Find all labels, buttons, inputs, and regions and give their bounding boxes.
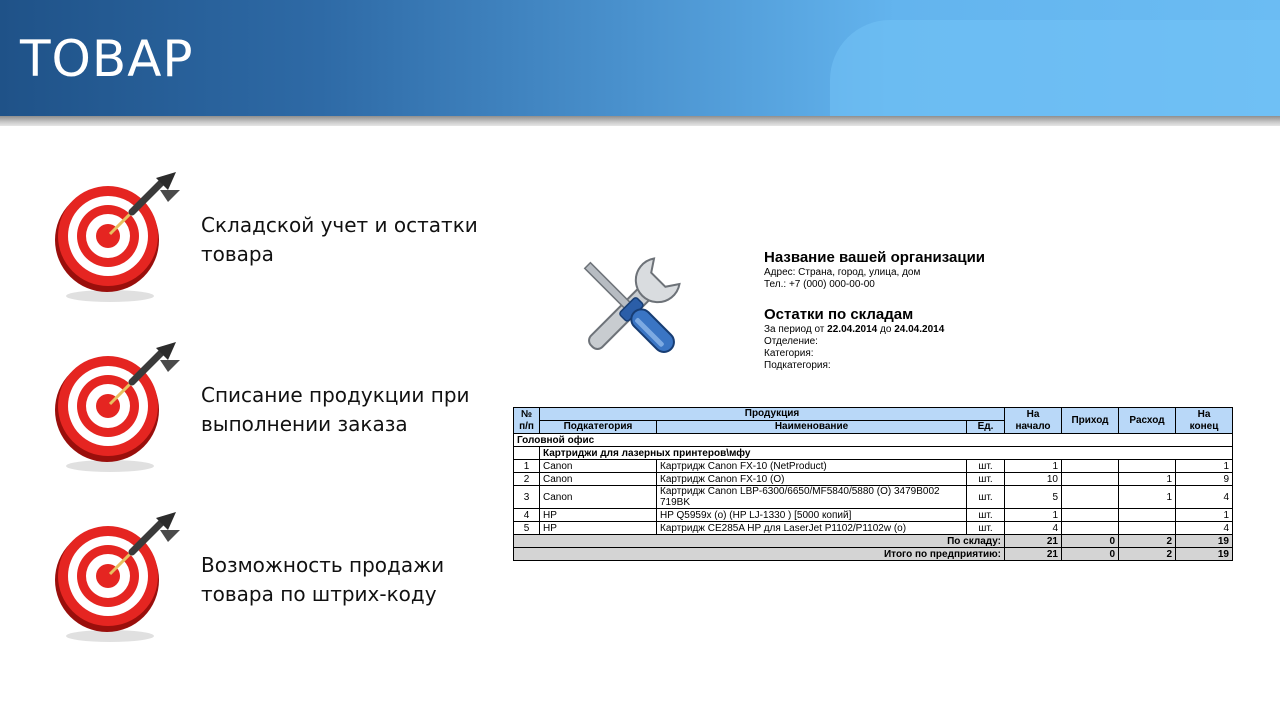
total-income: 0 xyxy=(1062,548,1119,561)
slide-title: ТОВАР xyxy=(20,30,194,88)
cell-end: 1 xyxy=(1176,460,1233,473)
target-dart-icon xyxy=(52,168,192,308)
cell-unit: шт. xyxy=(967,460,1005,473)
total-income: 0 xyxy=(1062,535,1119,548)
table-row xyxy=(514,509,1233,522)
header-end-line: конец xyxy=(1189,420,1219,432)
header-num-line: п/п xyxy=(519,420,534,432)
header-start-line: начало xyxy=(1015,420,1051,432)
header-glow xyxy=(830,20,1280,116)
enterprise-total-row xyxy=(514,548,1233,561)
cell-name: Картридж Canon FX-10 (O) xyxy=(657,473,967,486)
total-start: 21 xyxy=(1005,548,1062,561)
header-start xyxy=(1005,408,1062,434)
header-num-line: № xyxy=(520,408,533,420)
bullet-line: Возможность продажи xyxy=(201,553,445,577)
cell-start: 5 xyxy=(1005,486,1062,509)
total-label: Итого по предприятию: xyxy=(514,548,1005,561)
cell-subcategory: Canon xyxy=(540,473,657,486)
cell-num: 3 xyxy=(514,486,540,509)
period-to: 24.04.2014 xyxy=(894,324,945,335)
warehouse-total-row xyxy=(514,535,1233,548)
stock-report-table xyxy=(513,407,1233,561)
cell-subcategory: Canon xyxy=(540,486,657,509)
total-label: По складу: xyxy=(514,535,1005,548)
cell-income xyxy=(1062,473,1119,486)
cell-num: 2 xyxy=(514,473,540,486)
bullet-text-writeoff xyxy=(201,381,501,439)
header-divider xyxy=(0,116,1280,126)
office-row xyxy=(514,434,1233,447)
target-dart-icon xyxy=(52,508,192,648)
filter-category: Категория: xyxy=(764,348,814,359)
cell-start: 1 xyxy=(1005,460,1062,473)
cell-end: 4 xyxy=(1176,486,1233,509)
cell-income xyxy=(1062,486,1119,509)
wrench-screwdriver-icon xyxy=(568,246,692,370)
header-expense: Расход xyxy=(1119,408,1176,434)
cell-unit: шт. xyxy=(967,522,1005,535)
table-row xyxy=(514,486,1233,509)
target-dart-icon xyxy=(52,338,192,478)
cell-name: Картридж CE285A HP для LaserJet P1102/P1102w (o) xyxy=(657,522,967,535)
organization-address: Адрес: Страна, город, улица, дом xyxy=(764,267,921,278)
bullet-text-barcode xyxy=(201,551,501,609)
bullet-line: товара xyxy=(201,242,274,266)
cell-unit: шт. xyxy=(967,486,1005,509)
cell-expense xyxy=(1119,522,1176,535)
cell-income xyxy=(1062,522,1119,535)
header-end xyxy=(1176,408,1233,434)
bullet-line: выполнении заказа xyxy=(201,412,408,436)
cell-subcategory: HP xyxy=(540,509,657,522)
group-spacer xyxy=(514,447,540,460)
cell-start: 1 xyxy=(1005,509,1062,522)
header-num xyxy=(514,408,540,434)
report-title: Остатки по складам xyxy=(764,306,914,323)
cell-expense: 1 xyxy=(1119,473,1176,486)
header-product: Продукция xyxy=(540,408,1005,421)
filter-subcategory: Подкатегория: xyxy=(764,360,831,371)
period-from: 22.04.2014 xyxy=(827,324,878,335)
total-end: 19 xyxy=(1176,548,1233,561)
bullet-line: Складской учет и остатки xyxy=(201,213,478,237)
cell-num: 1 xyxy=(514,460,540,473)
cell-num: 5 xyxy=(514,522,540,535)
bullet-line: Списание продукции при xyxy=(201,383,470,407)
header-end-line: На xyxy=(1197,408,1211,420)
header-name: Наименование xyxy=(657,421,967,434)
cell-expense xyxy=(1119,509,1176,522)
header-income: Приход xyxy=(1062,408,1119,434)
filter-department: Отделение: xyxy=(764,336,818,347)
header-start-line: На xyxy=(1026,408,1040,420)
cell-income xyxy=(1062,460,1119,473)
slide-header xyxy=(0,0,1280,116)
organization-phone: Тел.: +7 (000) 000-00-00 xyxy=(764,279,875,290)
total-start: 21 xyxy=(1005,535,1062,548)
cell-name: HP Q5959x (o) (HP LJ-1330 ) [5000 копий] xyxy=(657,509,967,522)
report-period xyxy=(764,324,985,336)
cell-subcategory: Canon xyxy=(540,460,657,473)
table-row xyxy=(514,473,1233,486)
cell-unit: шт. xyxy=(967,509,1005,522)
cell-subcategory: HP xyxy=(540,522,657,535)
cell-start: 4 xyxy=(1005,522,1062,535)
bullet-line: товара по штрих-коду xyxy=(201,582,437,606)
header-subcategory: Подкатегория xyxy=(540,421,657,434)
bullet-text-inventory xyxy=(201,211,501,269)
cell-expense xyxy=(1119,460,1176,473)
table-row xyxy=(514,522,1233,535)
header-unit: Ед. xyxy=(967,421,1005,434)
total-expense: 2 xyxy=(1119,535,1176,548)
table-row xyxy=(514,460,1233,473)
cell-start: 10 xyxy=(1005,473,1062,486)
organization-name: Название вашей организации xyxy=(764,249,986,266)
total-end: 19 xyxy=(1176,535,1233,548)
cell-end: 9 xyxy=(1176,473,1233,486)
total-expense: 2 xyxy=(1119,548,1176,561)
report-header xyxy=(764,249,985,372)
cell-name: Картридж Canon FX-10 (NetProduct) xyxy=(657,460,967,473)
period-mid: до xyxy=(880,324,892,335)
office-label: Головной офис xyxy=(514,434,1233,447)
group-label: Картриджи для лазерных принтеров\мфу xyxy=(540,447,1233,460)
cell-income xyxy=(1062,509,1119,522)
cell-end: 4 xyxy=(1176,522,1233,535)
period-prefix: За период от xyxy=(764,324,825,335)
cell-end: 1 xyxy=(1176,509,1233,522)
cell-expense: 1 xyxy=(1119,486,1176,509)
cell-num: 4 xyxy=(514,509,540,522)
cell-unit: шт. xyxy=(967,473,1005,486)
cell-name: Картридж Canon LBP-6300/6650/MF5840/5880 (O) 3479B002 719BK xyxy=(657,486,967,509)
group-row xyxy=(514,447,1233,460)
